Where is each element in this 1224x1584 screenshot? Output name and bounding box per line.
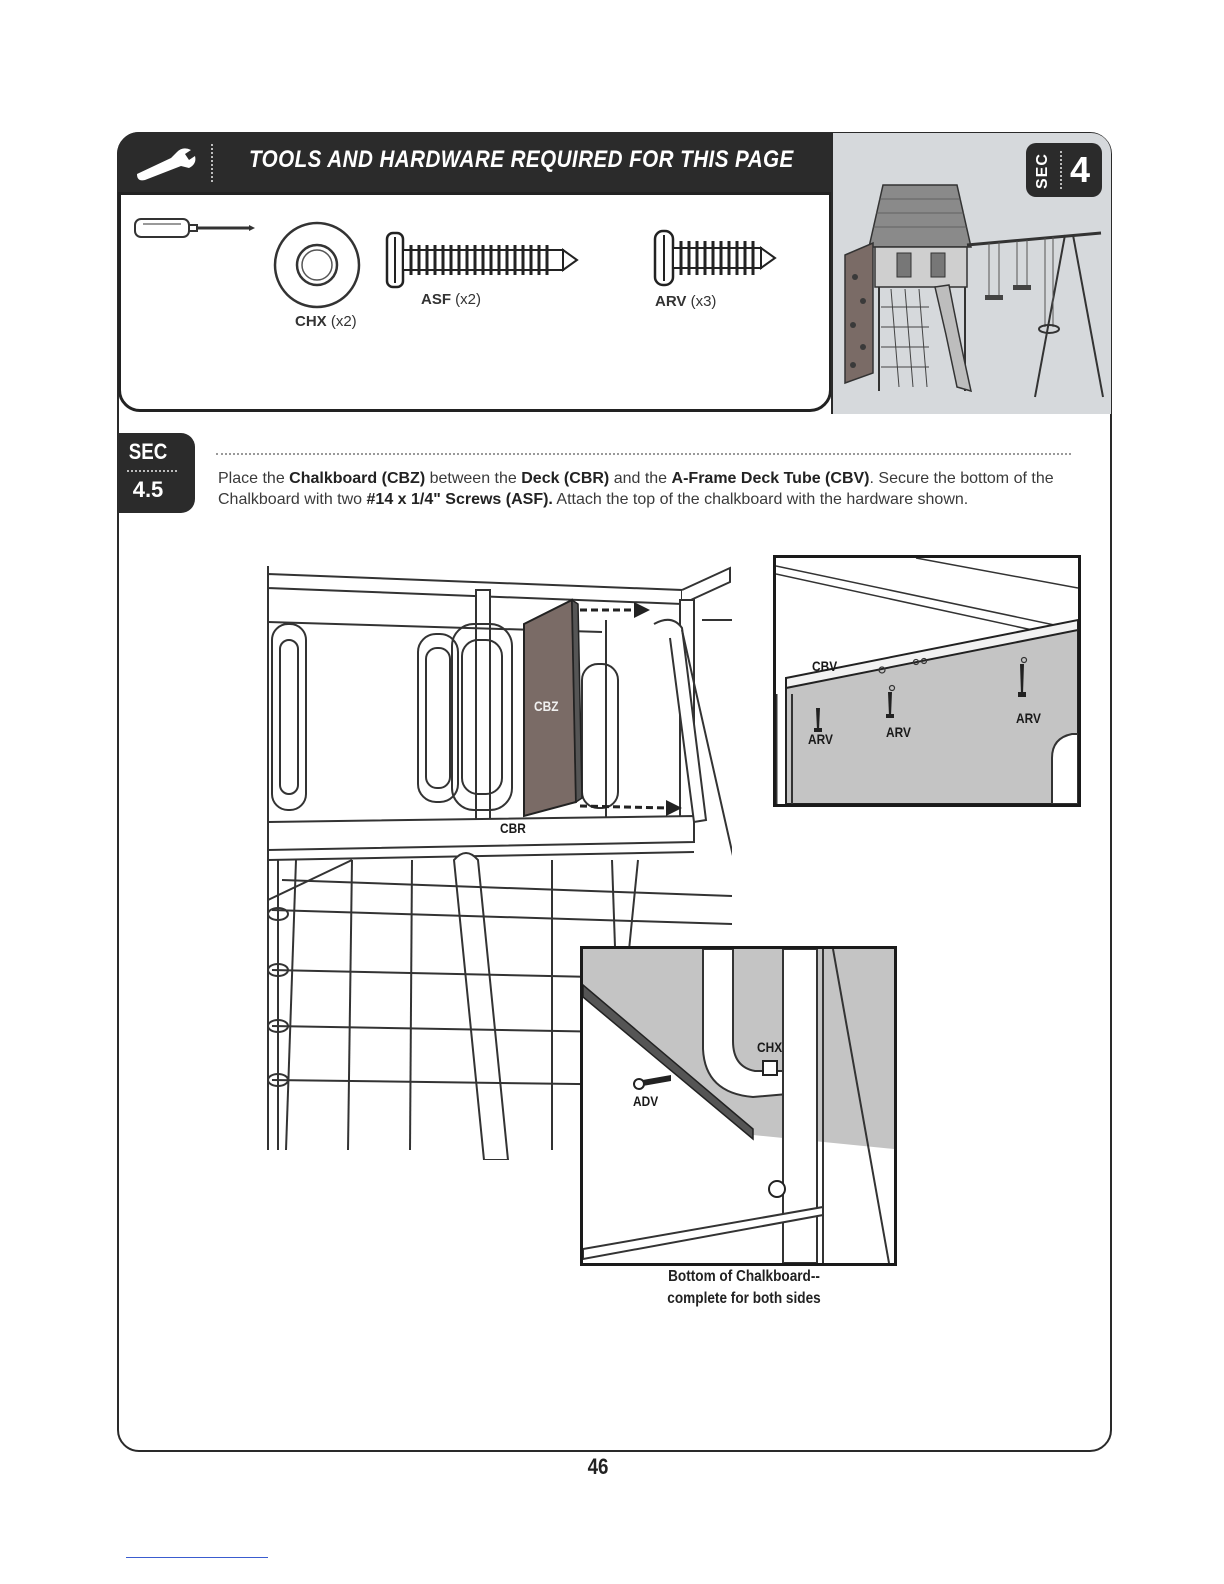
hardware-box [118,192,832,412]
callout-cbz: CBZ [534,698,559,714]
step-sec-label: SEC [128,439,168,464]
instruction-text: between the [425,470,522,487]
inset-top-illustration [776,558,1078,804]
tools-header [117,132,831,192]
step-number: 4.5 [132,477,164,502]
screwdriver-icon [133,215,257,241]
callout-adv: ADV [633,1093,659,1109]
instruction-part: A-Frame Deck Tube (CBV) [671,470,870,487]
hardware-qty: (x2) [330,313,357,330]
hardware-label-asf [421,291,481,308]
hardware-qty: (x2) [455,291,482,308]
inset-top-detail [773,555,1081,807]
step-instructions [218,468,1078,510]
section-word: SEC [1034,153,1051,189]
caption-line-2: complete for both sides [667,1290,821,1307]
dotted-divider [216,453,1071,455]
hardware-code: ARV [655,293,687,310]
tools-title: TOOLS AND HARDWARE REQUIRED FOR THIS PAGE [249,146,794,173]
callout-arv-2: ARV [886,724,911,740]
wrench-icon [131,144,201,182]
inset-caption [639,1266,850,1310]
section-number: 4 [1070,149,1091,190]
washer-icon [271,219,363,311]
section-divider [1060,151,1062,189]
callout-cbr: CBR [500,820,526,836]
screw-icon [383,229,583,291]
instruction-part: #14 x 1/4" Screws (ASF). [366,491,553,508]
callout-cbv: CBV [812,658,838,674]
instruction-part: Deck (CBR) [521,470,610,487]
page-number: 46 [587,1454,609,1479]
hardware-qty: (x3) [690,293,717,310]
footer-rule [126,1557,268,1558]
caption-line-1: Bottom of Chalkboard-- [668,1268,820,1285]
callout-arv-3: ARV [1016,710,1041,726]
step-divider [127,470,177,472]
hardware-label-arv [655,293,716,310]
hardware-code: ASF [421,291,451,308]
instruction-text: and the [609,470,672,487]
hardware-code: CHX [295,313,327,330]
instruction-part: Chalkboard (CBZ) [289,470,426,487]
header-divider [211,144,213,182]
inset-bottom-detail [580,946,897,1266]
instruction-text: . Secure the bottom of the Chalkboard with two [218,470,1054,508]
screw-icon [651,227,781,289]
section-badge [1026,143,1102,197]
callout-chx: CHX [757,1039,783,1055]
step-badge [117,433,195,513]
playset-image [839,177,1107,405]
callout-arv-1: ARV [808,731,833,747]
inset-bottom-illustration [583,949,894,1263]
instruction-text: Place the [218,470,290,487]
instruction-text: Attach the top of the chalkboard with the hardware shown. [552,491,969,508]
hardware-label-chx [295,313,357,330]
